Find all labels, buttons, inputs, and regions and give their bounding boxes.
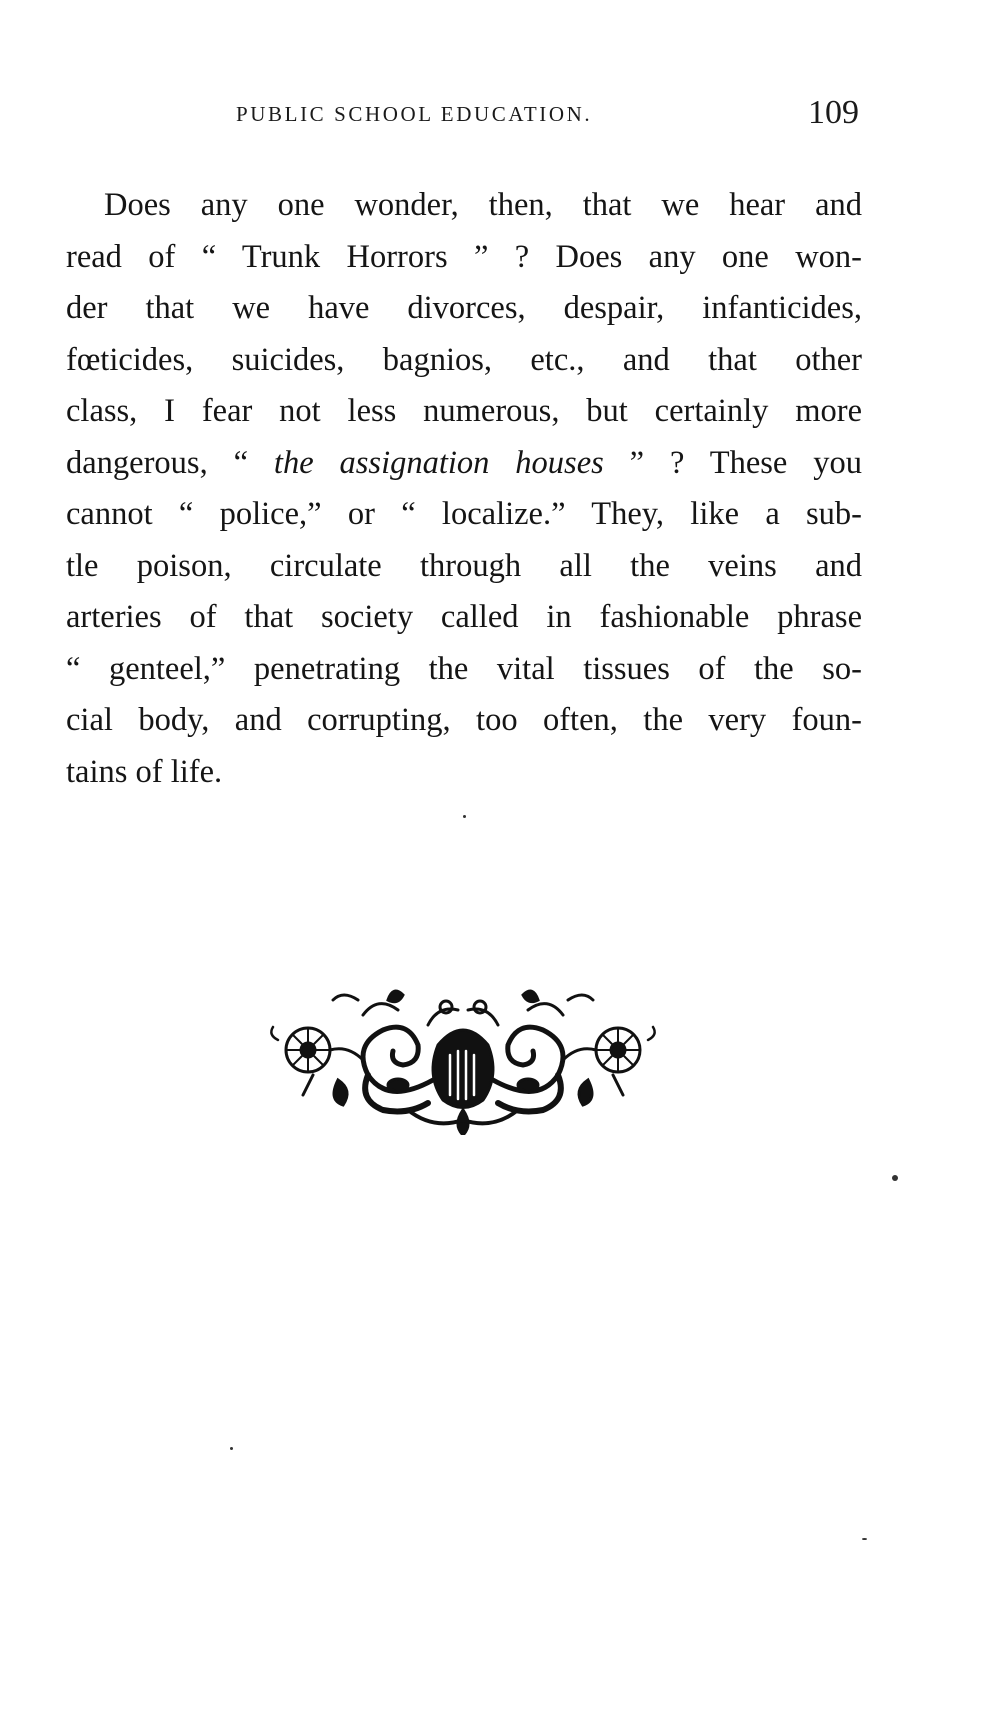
- text-line: arteries of that society called in fashionable phrase: [66, 599, 862, 635]
- print-speck: [230, 1447, 233, 1450]
- floral-scroll-ornament-icon: [268, 985, 658, 1135]
- italic-phrase: the assignation houses: [273, 444, 604, 481]
- running-head: PUBLIC SCHOOL EDUCATION.: [236, 102, 593, 126]
- print-speck: [892, 1175, 898, 1181]
- print-speck: [862, 1538, 867, 1540]
- text-line: Does any one wonder, then, that we hear and: [104, 187, 862, 223]
- text-line: tle poison, circulate through all the veins and: [66, 547, 862, 584]
- text-segment: ” ? These you: [603, 444, 862, 481]
- text-line: cannot “ police,” or “ localize.” They, like a sub-: [66, 496, 862, 532]
- print-speck: [463, 815, 466, 818]
- text-line: read of “ Trunk Horrors ” ? Does any one won-: [66, 238, 862, 275]
- text-line: class, I fear not less numerous, but certainly more: [66, 393, 862, 429]
- text-line: fœticides, suicides, bagnios, etc., and that other: [66, 341, 862, 378]
- text-line-with-italic: [66, 438, 862, 490]
- text-line: “ genteel,” penetrating the vital tissues of the so-: [66, 650, 862, 687]
- text-segment: dangerous, “: [66, 444, 274, 481]
- body-paragraph: [66, 180, 862, 798]
- text-line: der that we have divorces, despair, infanticides,: [66, 290, 862, 326]
- page-header: [236, 94, 859, 134]
- page-number: 109: [808, 94, 859, 131]
- text-line: cial body, and corrupting, too often, the very foun-: [66, 702, 862, 738]
- text-line: tains of life.: [66, 753, 223, 790]
